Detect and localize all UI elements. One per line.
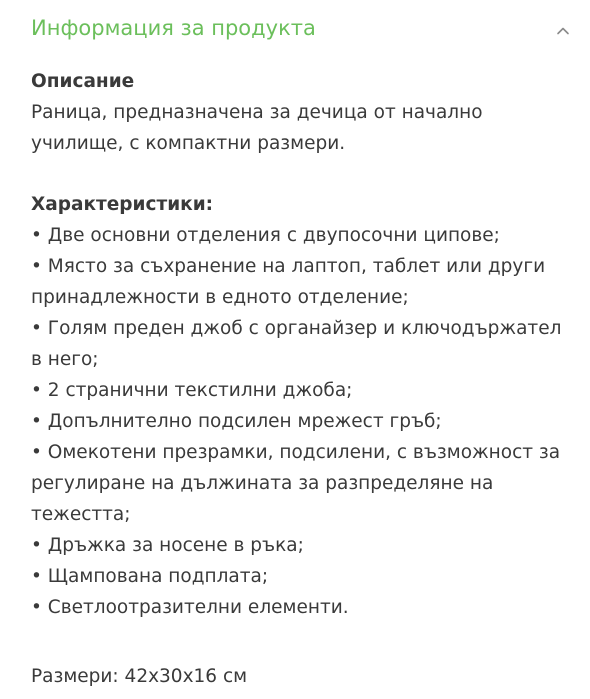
- list-item: • Допълнително подсилен мрежест гръб;: [31, 411, 442, 432]
- spacer: [31, 159, 576, 189]
- description-text: Раница, предназначена за дечица от начално училище, с компактни размери.: [31, 102, 483, 154]
- list-item: • Омекотени презрамки, подсилени, с възможност за регулиране на дължината за разпределяне на тежестта;: [31, 442, 561, 525]
- spacer: [31, 623, 576, 661]
- chevron-up-icon[interactable]: [556, 24, 570, 38]
- list-item: • Голям преден джоб с органайзер и ключодържател в него;: [31, 318, 562, 370]
- list-item: • Светлоотразителни елементи.: [31, 597, 349, 618]
- list-item: • Дръжка за носене в ръка;: [31, 535, 304, 556]
- product-info-content: [31, 66, 576, 692]
- list-item: • Две основни отделения с двупосочни ципове;: [31, 225, 500, 246]
- list-item: • Щампована подплата;: [31, 566, 269, 587]
- description-heading: Описание: [31, 71, 135, 92]
- features-list: [31, 220, 576, 623]
- list-item: • 2 странични текстилни джоба;: [31, 380, 353, 401]
- product-info-accordion-header[interactable]: [0, 0, 590, 62]
- features-heading: Характеристики:: [31, 194, 214, 215]
- list-item: • Място за съхранение на лаптоп, таблет или други принадлежности в едното отделение;: [31, 256, 546, 308]
- dimensions-text: Размери: 42x30x16 см: [31, 666, 248, 687]
- section-title: Информация за продукта: [31, 16, 316, 40]
